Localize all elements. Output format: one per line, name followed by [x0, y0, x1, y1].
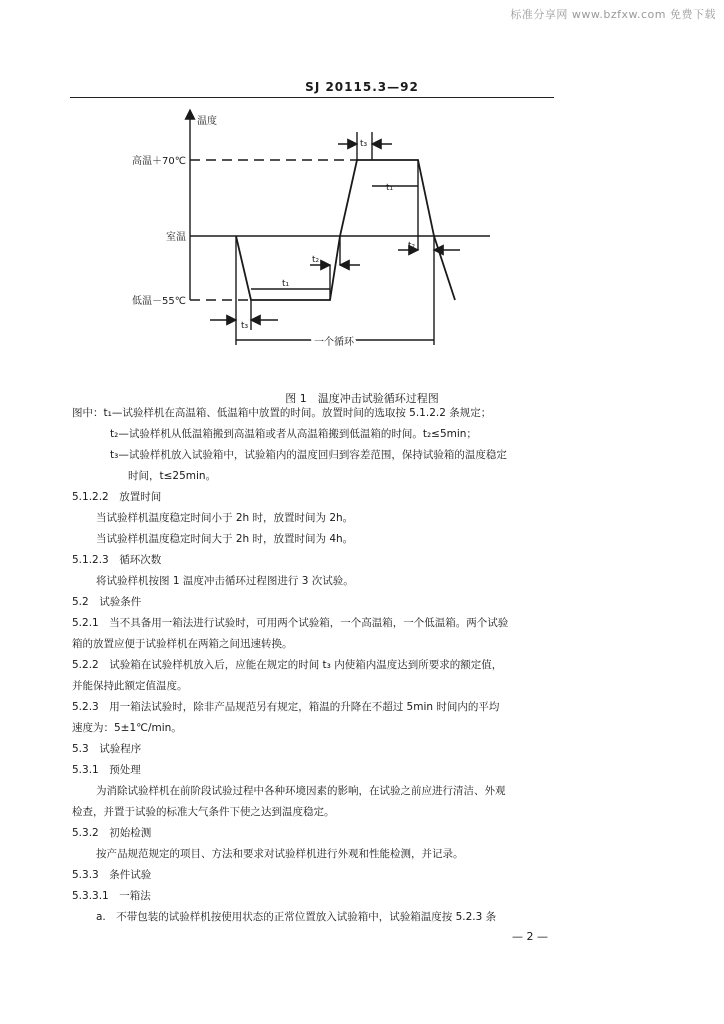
high-temp-label: 高温＋70℃	[132, 156, 186, 167]
watermark: 标准分享网 www.bzfxw.com 免费下载	[510, 8, 716, 21]
cycle-curve	[236, 160, 455, 300]
y-axis-label: 温度	[197, 116, 217, 127]
section-532-title: 5.3.2 初始检测	[72, 827, 152, 839]
section-532-line1: 按产品规范规定的项目、方法和要求对试验样机进行外观和性能检测，并记录。	[96, 848, 464, 860]
section-5331-title: 5.3.3.1 一箱法	[72, 890, 151, 902]
section-531-line2: 检查，并置于试验的标准大气条件下使之达到温度稳定。	[72, 806, 335, 818]
section-5331-item-a: a. 不带包装的试验样机按使用状态的正常位置放入试验箱中，试验箱温度按 5.2.3 条	[96, 911, 497, 923]
note-line-1: 图中：t₁—试验样机在高温箱、低温箱中放置的时间。放置时间的选取按 5.1.2.2 条规定；	[72, 407, 492, 419]
t1-label-low: t₁	[282, 279, 290, 289]
note-line-2: t₂—试验样机从低温箱搬到高温箱或者从高温箱搬到低温箱的时间。t₂≤5min；	[110, 428, 477, 440]
t3-label-top: t₃	[360, 139, 368, 149]
page-number: — 2 —	[512, 930, 548, 943]
section-531-title: 5.3.1 预处理	[72, 764, 141, 776]
section-5123-p1: 将试验样机按图 1 温度冲击循环过程图进行 3 次试验。	[96, 575, 354, 587]
section-531-line1: 为消除试验样机在前阶段试验过程中各种环境因素的影响，在试验之前应进行清洁、外观	[96, 785, 506, 797]
t3-label-bottom: t₃	[241, 321, 249, 331]
section-523-line1: 5.2.3 用一箱法试验时，除非产品规范另有规定，箱温的升降在不超过 5min 时间内的平均	[72, 701, 500, 713]
section-5123-title: 5.1.2.3 循环次数	[72, 554, 162, 566]
section-522-line2: 并能保持此额定值温度。	[72, 680, 188, 692]
t2-label-right: t₂	[408, 241, 416, 251]
note-line-3: t₃—试验样机放入试验箱中，试验箱内的温度回归到容差范围，保持试验箱的温度稳定	[110, 449, 507, 461]
section-522-line1: 5.2.2 试验箱在试验样机放入后，应能在规定的时间 t₃ 内使箱内温度达到所要求的额定值，	[72, 659, 503, 671]
low-temp-label: 低温－55℃	[132, 296, 186, 307]
note-line-4: 时间，t≤25min。	[128, 470, 217, 482]
section-521-line1: 5.2.1 当不具备用一箱法进行试验时，可用两个试验箱，一个高温箱，一个低温箱。两个试验	[72, 617, 509, 629]
temperature-cycle-figure	[0, 0, 724, 400]
section-5122-p2: 当试验样机温度稳定时间大于 2h 时，放置时间为 4h。	[96, 533, 354, 545]
section-52-title: 5.2 试验条件	[72, 596, 142, 608]
room-temp-label: 室温	[166, 232, 186, 243]
section-521-line2: 箱的放置应便于试验样机在两箱之间迅速转换。	[72, 638, 293, 650]
section-523-line2: 速度为：5±1℃/min。	[72, 722, 182, 734]
t2-label-left: t₂	[312, 255, 320, 265]
section-5122-p1: 当试验样机温度稳定时间小于 2h 时，放置时间为 2h。	[96, 512, 354, 524]
page-header: SJ 20115.3—92	[305, 80, 419, 94]
section-53-title: 5.3 试验程序	[72, 743, 142, 755]
section-533-title: 5.3.3 条件试验	[72, 869, 152, 881]
cycle-label: 一个循环	[314, 337, 354, 348]
t1-label-high: t₁	[386, 183, 394, 193]
figure-caption: 图 1 温度冲击试验循环过程图	[285, 392, 439, 405]
section-5122-title: 5.1.2.2 放置时间	[72, 491, 162, 503]
